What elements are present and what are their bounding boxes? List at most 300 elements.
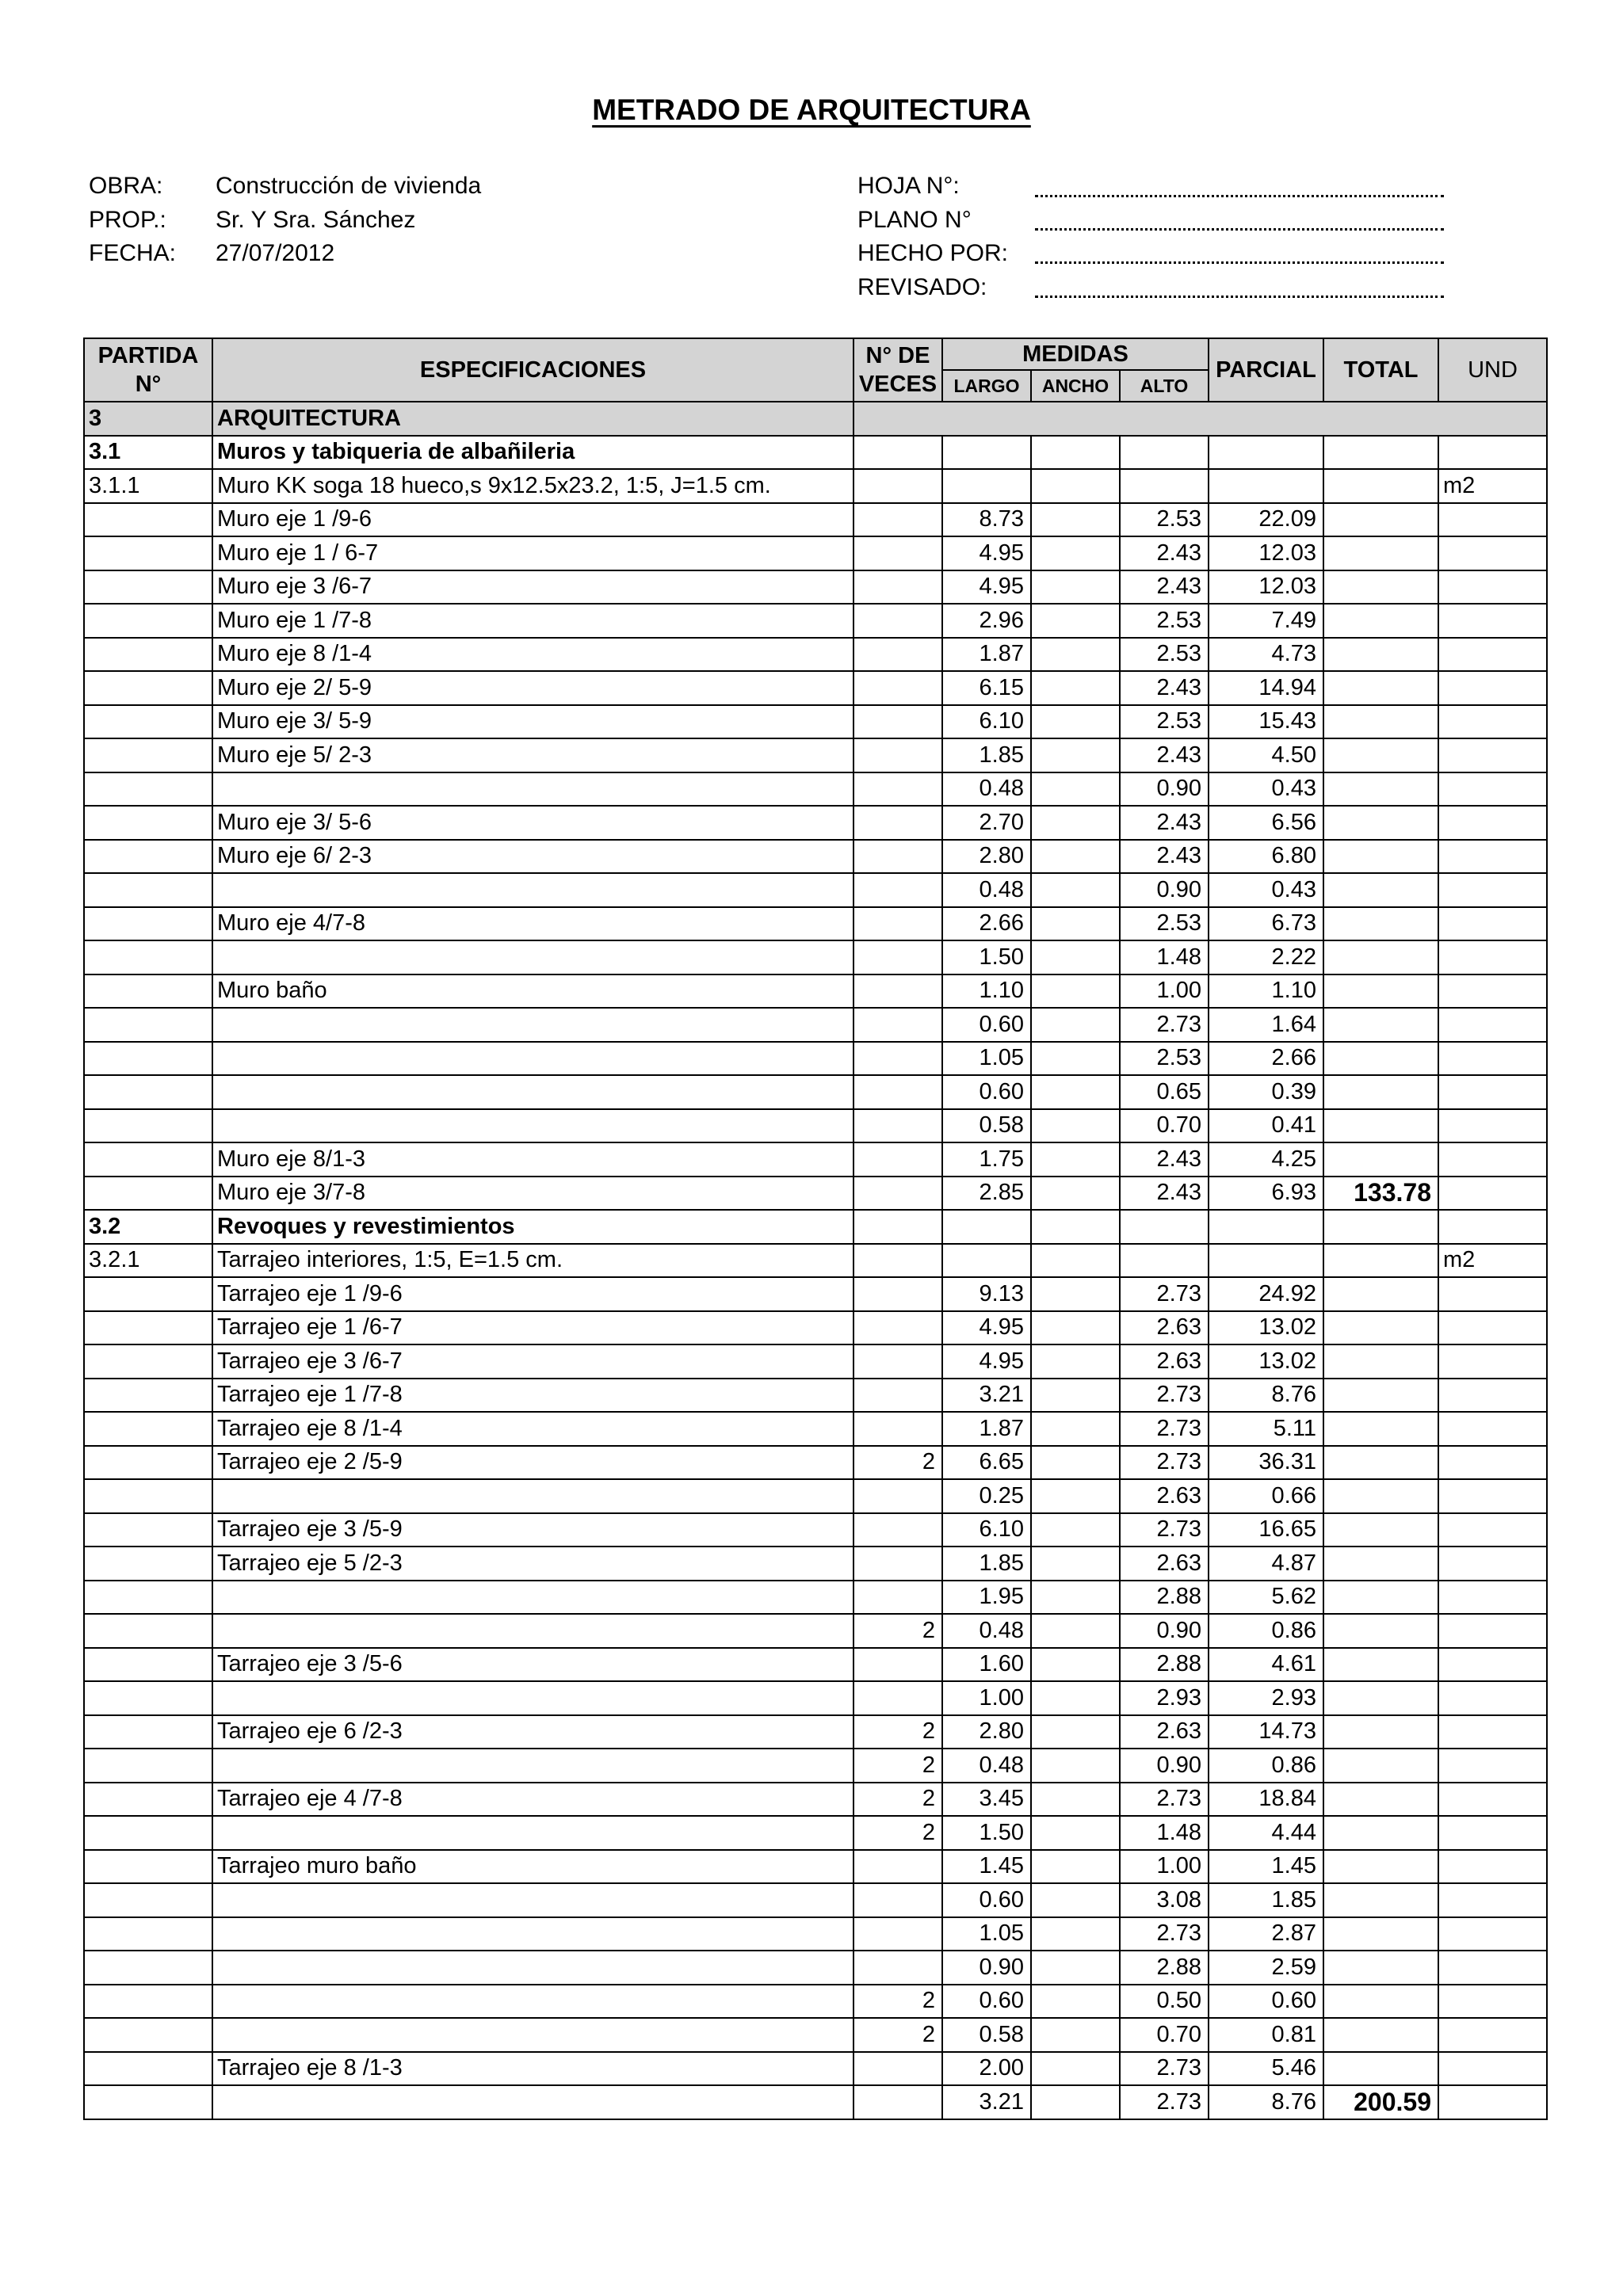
spec-cell bbox=[212, 772, 854, 807]
parcial-cell: 0.81 bbox=[1209, 2018, 1323, 2052]
und-cell bbox=[1438, 772, 1547, 807]
total-cell bbox=[1323, 1379, 1438, 1413]
partida-cell bbox=[84, 1513, 212, 1547]
spec-cell: Muro eje 1 / 6-7 bbox=[212, 536, 854, 570]
partida-cell bbox=[84, 1177, 212, 1211]
und-cell bbox=[1438, 974, 1547, 1009]
ancho-cell bbox=[1031, 1412, 1120, 1446]
table-row bbox=[84, 638, 1547, 672]
total-cell bbox=[1323, 1479, 1438, 1513]
largo-cell: 3.21 bbox=[942, 2085, 1031, 2119]
largo-cell: 1.60 bbox=[942, 1648, 1031, 1682]
und-cell bbox=[1438, 1109, 1547, 1143]
plano-blank bbox=[1035, 228, 1444, 231]
spec-cell bbox=[212, 1951, 854, 1985]
table-row bbox=[84, 1951, 1547, 1985]
und-cell bbox=[1438, 1479, 1547, 1513]
table-row bbox=[84, 671, 1547, 705]
alto-cell: 2.53 bbox=[1120, 604, 1209, 638]
alto-cell bbox=[1120, 436, 1209, 470]
largo-cell: 2.96 bbox=[942, 604, 1031, 638]
ancho-cell bbox=[1031, 1985, 1120, 2019]
largo-cell: 6.10 bbox=[942, 705, 1031, 739]
und-cell bbox=[1438, 638, 1547, 672]
veces-cell bbox=[854, 1075, 942, 1109]
spec-cell bbox=[212, 2085, 854, 2119]
prop-label: PROP.: bbox=[89, 207, 166, 233]
largo-cell: 1.85 bbox=[942, 738, 1031, 772]
ancho-cell bbox=[1031, 1951, 1120, 1985]
spec-cell: Tarrajeo eje 2 /5-9 bbox=[212, 1446, 854, 1480]
veces-cell: 2 bbox=[854, 1985, 942, 2019]
alto-cell: 2.73 bbox=[1120, 1379, 1209, 1413]
spec-cell: Muro eje 5/ 2-3 bbox=[212, 738, 854, 772]
parcial-cell: 2.93 bbox=[1209, 1681, 1323, 1715]
alto-cell: 2.88 bbox=[1120, 1581, 1209, 1615]
table-row bbox=[84, 402, 1547, 436]
partida-cell bbox=[84, 1681, 212, 1715]
und-cell bbox=[1438, 1648, 1547, 1682]
total-cell bbox=[1323, 436, 1438, 470]
ancho-cell bbox=[1031, 1075, 1120, 1109]
ancho-cell bbox=[1031, 1311, 1120, 1345]
ancho-cell bbox=[1031, 469, 1120, 503]
total-cell bbox=[1323, 1446, 1438, 1480]
ancho-cell bbox=[1031, 1850, 1120, 1884]
alto-cell: 1.48 bbox=[1120, 1816, 1209, 1850]
total-cell bbox=[1323, 806, 1438, 840]
col-ancho: ANCHO bbox=[1031, 370, 1120, 402]
spec-cell: Tarrajeo eje 6 /2-3 bbox=[212, 1715, 854, 1749]
und-cell bbox=[1438, 2052, 1547, 2086]
und-cell bbox=[1438, 1142, 1547, 1177]
spec-cell: Tarrajeo muro baño bbox=[212, 1850, 854, 1884]
largo-cell: 6.15 bbox=[942, 671, 1031, 705]
total-cell bbox=[1323, 1344, 1438, 1379]
partida-cell bbox=[84, 974, 212, 1009]
ancho-cell bbox=[1031, 1446, 1120, 1480]
largo-cell: 0.48 bbox=[942, 1614, 1031, 1648]
partida-cell bbox=[84, 1277, 212, 1311]
veces-cell bbox=[854, 1479, 942, 1513]
total-cell: 133.78 bbox=[1323, 1177, 1438, 1211]
table-row bbox=[84, 1648, 1547, 1682]
spec-cell: Tarrajeo eje 3 /5-6 bbox=[212, 1648, 854, 1682]
und-cell bbox=[1438, 2085, 1547, 2119]
spec-cell: Muro eje 8 /1-4 bbox=[212, 638, 854, 672]
table-row bbox=[84, 1109, 1547, 1143]
alto-cell: 0.90 bbox=[1120, 1749, 1209, 1783]
veces-cell bbox=[854, 974, 942, 1009]
parcial-cell: 2.66 bbox=[1209, 1042, 1323, 1076]
und-cell bbox=[1438, 1850, 1547, 1884]
largo-cell: 4.95 bbox=[942, 1311, 1031, 1345]
spec-cell: Muro KK soga 18 hueco,s 9x12.5x23.2, 1:5, J=1.5 cm. bbox=[212, 469, 854, 503]
largo-cell: 2.80 bbox=[942, 1715, 1031, 1749]
table-row bbox=[84, 1479, 1547, 1513]
alto-cell: 0.65 bbox=[1120, 1075, 1209, 1109]
spec-cell: Muro eje 1 /7-8 bbox=[212, 604, 854, 638]
parcial-cell: 1.45 bbox=[1209, 1850, 1323, 1884]
total-cell bbox=[1323, 738, 1438, 772]
partida-cell bbox=[84, 671, 212, 705]
total-cell bbox=[1323, 1008, 1438, 1042]
total-cell bbox=[1323, 1783, 1438, 1817]
partida-cell bbox=[84, 1749, 212, 1783]
parcial-cell: 1.85 bbox=[1209, 1883, 1323, 1917]
partida-cell bbox=[84, 1042, 212, 1076]
total-cell bbox=[1323, 1648, 1438, 1682]
obra-value: Construcción de vivienda bbox=[216, 173, 482, 199]
alto-cell: 2.88 bbox=[1120, 1951, 1209, 1985]
ancho-cell bbox=[1031, 1379, 1120, 1413]
largo-cell: 6.10 bbox=[942, 1513, 1031, 1547]
spec-cell: Tarrajeo eje 8 /1-3 bbox=[212, 2052, 854, 2086]
total-cell bbox=[1323, 1244, 1438, 1278]
veces-cell bbox=[854, 469, 942, 503]
alto-cell: 2.73 bbox=[1120, 1783, 1209, 1817]
largo-cell: 0.58 bbox=[942, 1109, 1031, 1143]
spec-cell bbox=[212, 1042, 854, 1076]
table-row bbox=[84, 1412, 1547, 1446]
und-cell bbox=[1438, 1985, 1547, 2019]
table-row bbox=[84, 1783, 1547, 1817]
und-cell bbox=[1438, 1749, 1547, 1783]
alto-cell: 0.70 bbox=[1120, 2018, 1209, 2052]
und-cell bbox=[1438, 536, 1547, 570]
und-cell bbox=[1438, 738, 1547, 772]
ancho-cell bbox=[1031, 1816, 1120, 1850]
parcial-cell: 4.50 bbox=[1209, 738, 1323, 772]
hecho-label: HECHO POR: bbox=[857, 240, 1009, 266]
veces-cell bbox=[854, 604, 942, 638]
parcial-cell: 4.61 bbox=[1209, 1648, 1323, 1682]
veces-cell bbox=[854, 1142, 942, 1177]
parcial-cell: 2.87 bbox=[1209, 1917, 1323, 1951]
ancho-cell bbox=[1031, 1177, 1120, 1211]
total-cell bbox=[1323, 1816, 1438, 1850]
prop-value: Sr. Y Sra. Sánchez bbox=[216, 207, 416, 233]
spec-cell bbox=[212, 2018, 854, 2052]
largo-cell bbox=[942, 469, 1031, 503]
partida-cell bbox=[84, 1109, 212, 1143]
ancho-cell bbox=[1031, 436, 1120, 470]
parcial-cell: 16.65 bbox=[1209, 1513, 1323, 1547]
parcial-cell: 0.86 bbox=[1209, 1749, 1323, 1783]
spec-cell: Muro eje 1 /9-6 bbox=[212, 503, 854, 537]
total-cell bbox=[1323, 1749, 1438, 1783]
partida-cell bbox=[84, 1783, 212, 1817]
partida-cell bbox=[84, 2052, 212, 2086]
table-row bbox=[84, 536, 1547, 570]
table-row bbox=[84, 1547, 1547, 1581]
ancho-cell bbox=[1031, 1648, 1120, 1682]
veces-cell: 2 bbox=[854, 1816, 942, 1850]
ancho-cell bbox=[1031, 907, 1120, 941]
largo-cell: 0.60 bbox=[942, 1008, 1031, 1042]
spec-cell: Tarrajeo eje 1 /9-6 bbox=[212, 1277, 854, 1311]
partida-cell bbox=[84, 1142, 212, 1177]
alto-cell: 2.43 bbox=[1120, 806, 1209, 840]
veces-cell bbox=[854, 503, 942, 537]
alto-cell: 2.43 bbox=[1120, 671, 1209, 705]
largo-cell: 3.45 bbox=[942, 1783, 1031, 1817]
parcial-cell: 7.49 bbox=[1209, 604, 1323, 638]
table-row bbox=[84, 940, 1547, 974]
partida-cell bbox=[84, 1008, 212, 1042]
partida-cell bbox=[84, 570, 212, 605]
hoja-label: HOJA N°: bbox=[857, 173, 960, 199]
partida-cell bbox=[84, 1648, 212, 1682]
total-cell bbox=[1323, 1075, 1438, 1109]
parcial-cell: 14.94 bbox=[1209, 671, 1323, 705]
largo-cell: 8.73 bbox=[942, 503, 1031, 537]
largo-cell: 0.48 bbox=[942, 873, 1031, 907]
spec-cell: Muro eje 2/ 5-9 bbox=[212, 671, 854, 705]
largo-cell: 0.48 bbox=[942, 772, 1031, 807]
largo-cell: 4.95 bbox=[942, 1344, 1031, 1379]
col-total: TOTAL bbox=[1323, 338, 1438, 402]
total-cell bbox=[1323, 1985, 1438, 2019]
total-cell: 200.59 bbox=[1323, 2085, 1438, 2119]
partida-cell bbox=[84, 1479, 212, 1513]
veces-cell bbox=[854, 1277, 942, 1311]
alto-cell: 1.00 bbox=[1120, 974, 1209, 1009]
spec-cell bbox=[212, 1614, 854, 1648]
largo-cell: 1.05 bbox=[942, 1917, 1031, 1951]
spec-cell: Muro eje 3/ 5-9 bbox=[212, 705, 854, 739]
largo-cell: 0.25 bbox=[942, 1479, 1031, 1513]
und-cell bbox=[1438, 1715, 1547, 1749]
ancho-cell bbox=[1031, 1681, 1120, 1715]
parcial-cell: 6.93 bbox=[1209, 1177, 1323, 1211]
table-row bbox=[84, 2052, 1547, 2086]
partida-cell bbox=[84, 940, 212, 974]
ancho-cell bbox=[1031, 772, 1120, 807]
alto-cell: 0.90 bbox=[1120, 772, 1209, 807]
parcial-cell: 2.59 bbox=[1209, 1951, 1323, 1985]
und-cell bbox=[1438, 671, 1547, 705]
partida-cell bbox=[84, 2018, 212, 2052]
parcial-cell: 8.76 bbox=[1209, 2085, 1323, 2119]
alto-cell: 2.73 bbox=[1120, 1446, 1209, 1480]
alto-cell: 1.00 bbox=[1120, 1850, 1209, 1884]
section-fill-cell bbox=[854, 402, 1547, 436]
total-cell bbox=[1323, 1412, 1438, 1446]
spec-cell bbox=[212, 1749, 854, 1783]
partida-cell bbox=[84, 1614, 212, 1648]
spec-cell: Muros y tabiqueria de albañileria bbox=[212, 436, 854, 470]
parcial-cell: 0.60 bbox=[1209, 1985, 1323, 2019]
table-row bbox=[84, 1749, 1547, 1783]
und-cell bbox=[1438, 1412, 1547, 1446]
alto-cell: 2.73 bbox=[1120, 1917, 1209, 1951]
ancho-cell bbox=[1031, 604, 1120, 638]
spec-cell bbox=[212, 1075, 854, 1109]
total-cell bbox=[1323, 873, 1438, 907]
partida-cell: 3.2 bbox=[84, 1210, 212, 1244]
veces-cell bbox=[854, 436, 942, 470]
alto-cell: 2.53 bbox=[1120, 503, 1209, 537]
spec-cell bbox=[212, 1816, 854, 1850]
col-medidas: MEDIDAS bbox=[942, 338, 1209, 370]
veces-cell bbox=[854, 738, 942, 772]
table-row bbox=[84, 1681, 1547, 1715]
veces-cell bbox=[854, 570, 942, 605]
alto-cell bbox=[1120, 1244, 1209, 1278]
ancho-cell bbox=[1031, 1008, 1120, 1042]
largo-cell: 0.58 bbox=[942, 2018, 1031, 2052]
revisado-label: REVISADO: bbox=[857, 274, 987, 300]
veces-cell bbox=[854, 1581, 942, 1615]
table-row bbox=[84, 1614, 1547, 1648]
spec-cell: Tarrajeo eje 1 /7-8 bbox=[212, 1379, 854, 1413]
total-cell bbox=[1323, 2052, 1438, 2086]
parcial-cell bbox=[1209, 1244, 1323, 1278]
col-especificaciones: ESPECIFICACIONES bbox=[212, 338, 854, 402]
partida-cell bbox=[84, 1379, 212, 1413]
parcial-cell: 13.02 bbox=[1209, 1311, 1323, 1345]
table-row bbox=[84, 772, 1547, 807]
veces-cell bbox=[854, 806, 942, 840]
veces-cell bbox=[854, 1951, 942, 1985]
veces-cell bbox=[854, 1008, 942, 1042]
alto-cell: 2.53 bbox=[1120, 1042, 1209, 1076]
ancho-cell bbox=[1031, 1581, 1120, 1615]
total-cell bbox=[1323, 1547, 1438, 1581]
ancho-cell bbox=[1031, 940, 1120, 974]
veces-cell bbox=[854, 772, 942, 807]
parcial-cell: 4.25 bbox=[1209, 1142, 1323, 1177]
table-row bbox=[84, 738, 1547, 772]
table-row bbox=[84, 1917, 1547, 1951]
und-cell bbox=[1438, 1446, 1547, 1480]
total-cell bbox=[1323, 705, 1438, 739]
partida-cell bbox=[84, 1446, 212, 1480]
ancho-cell bbox=[1031, 1614, 1120, 1648]
alto-cell: 2.63 bbox=[1120, 1311, 1209, 1345]
largo-cell: 1.10 bbox=[942, 974, 1031, 1009]
ancho-cell bbox=[1031, 2018, 1120, 2052]
ancho-cell bbox=[1031, 705, 1120, 739]
spec-cell bbox=[212, 1681, 854, 1715]
ancho-cell bbox=[1031, 1783, 1120, 1817]
ancho-cell bbox=[1031, 570, 1120, 605]
und-cell bbox=[1438, 873, 1547, 907]
veces-cell bbox=[854, 1244, 942, 1278]
fecha-value: 27/07/2012 bbox=[216, 240, 335, 266]
table-row bbox=[84, 1277, 1547, 1311]
und-cell bbox=[1438, 1783, 1547, 1817]
und-cell bbox=[1438, 1008, 1547, 1042]
alto-cell: 2.53 bbox=[1120, 705, 1209, 739]
ancho-cell bbox=[1031, 806, 1120, 840]
veces-cell bbox=[854, 1210, 942, 1244]
und-cell bbox=[1438, 940, 1547, 974]
und-cell bbox=[1438, 1816, 1547, 1850]
largo-cell bbox=[942, 1210, 1031, 1244]
und-cell bbox=[1438, 1277, 1547, 1311]
spec-cell: Tarrajeo eje 8 /1-4 bbox=[212, 1412, 854, 1446]
partida-cell bbox=[84, 1344, 212, 1379]
plano-label: PLANO N° bbox=[857, 207, 972, 233]
ancho-cell bbox=[1031, 638, 1120, 672]
und-cell bbox=[1438, 1614, 1547, 1648]
und-cell: m2 bbox=[1438, 469, 1547, 503]
alto-cell: 2.43 bbox=[1120, 840, 1209, 874]
parcial-cell: 6.73 bbox=[1209, 907, 1323, 941]
alto-cell: 2.73 bbox=[1120, 2085, 1209, 2119]
total-cell bbox=[1323, 1513, 1438, 1547]
spec-cell bbox=[212, 1985, 854, 2019]
spec-cell: Tarrajeo eje 3 /6-7 bbox=[212, 1344, 854, 1379]
alto-cell: 2.53 bbox=[1120, 638, 1209, 672]
spec-cell: ARQUITECTURA bbox=[212, 402, 854, 436]
alto-cell: 0.90 bbox=[1120, 873, 1209, 907]
table-row bbox=[84, 1177, 1547, 1211]
partida-cell bbox=[84, 840, 212, 874]
parcial-cell: 4.44 bbox=[1209, 1816, 1323, 1850]
largo-cell: 2.66 bbox=[942, 907, 1031, 941]
alto-cell: 2.43 bbox=[1120, 1177, 1209, 1211]
veces-cell bbox=[854, 1412, 942, 1446]
parcial-cell: 24.92 bbox=[1209, 1277, 1323, 1311]
parcial-cell: 12.03 bbox=[1209, 536, 1323, 570]
table-row bbox=[84, 1008, 1547, 1042]
col-partida: PARTIDA N° bbox=[84, 338, 212, 402]
partida-cell bbox=[84, 1547, 212, 1581]
veces-cell bbox=[854, 536, 942, 570]
alto-cell: 2.43 bbox=[1120, 536, 1209, 570]
veces-cell bbox=[854, 1850, 942, 1884]
parcial-cell: 13.02 bbox=[1209, 1344, 1323, 1379]
table-row bbox=[84, 436, 1547, 470]
spec-cell: Revoques y revestimientos bbox=[212, 1210, 854, 1244]
table-row bbox=[84, 1715, 1547, 1749]
parcial-cell: 4.87 bbox=[1209, 1547, 1323, 1581]
table-row bbox=[84, 2085, 1547, 2119]
veces-cell bbox=[854, 671, 942, 705]
ancho-cell bbox=[1031, 1883, 1120, 1917]
ancho-cell bbox=[1031, 1547, 1120, 1581]
largo-cell: 0.48 bbox=[942, 1749, 1031, 1783]
parcial-cell bbox=[1209, 436, 1323, 470]
ancho-cell bbox=[1031, 1277, 1120, 1311]
und-cell bbox=[1438, 1210, 1547, 1244]
spec-cell: Tarrajeo eje 4 /7-8 bbox=[212, 1783, 854, 1817]
partida-cell bbox=[84, 873, 212, 907]
total-cell bbox=[1323, 1581, 1438, 1615]
parcial-cell: 4.73 bbox=[1209, 638, 1323, 672]
total-cell bbox=[1323, 840, 1438, 874]
table-row bbox=[84, 1581, 1547, 1615]
ancho-cell bbox=[1031, 1715, 1120, 1749]
parcial-cell: 36.31 bbox=[1209, 1446, 1323, 1480]
alto-cell: 2.93 bbox=[1120, 1681, 1209, 1715]
partida-cell bbox=[84, 1917, 212, 1951]
veces-cell bbox=[854, 1883, 942, 1917]
table-row bbox=[84, 806, 1547, 840]
partida-cell bbox=[84, 1850, 212, 1884]
total-cell bbox=[1323, 671, 1438, 705]
hecho-blank bbox=[1035, 261, 1444, 264]
partida-cell: 3.1 bbox=[84, 436, 212, 470]
col-parcial: PARCIAL bbox=[1209, 338, 1323, 402]
partida-cell bbox=[84, 1816, 212, 1850]
table-row bbox=[84, 1075, 1547, 1109]
und-cell bbox=[1438, 503, 1547, 537]
parcial-cell: 5.62 bbox=[1209, 1581, 1323, 1615]
